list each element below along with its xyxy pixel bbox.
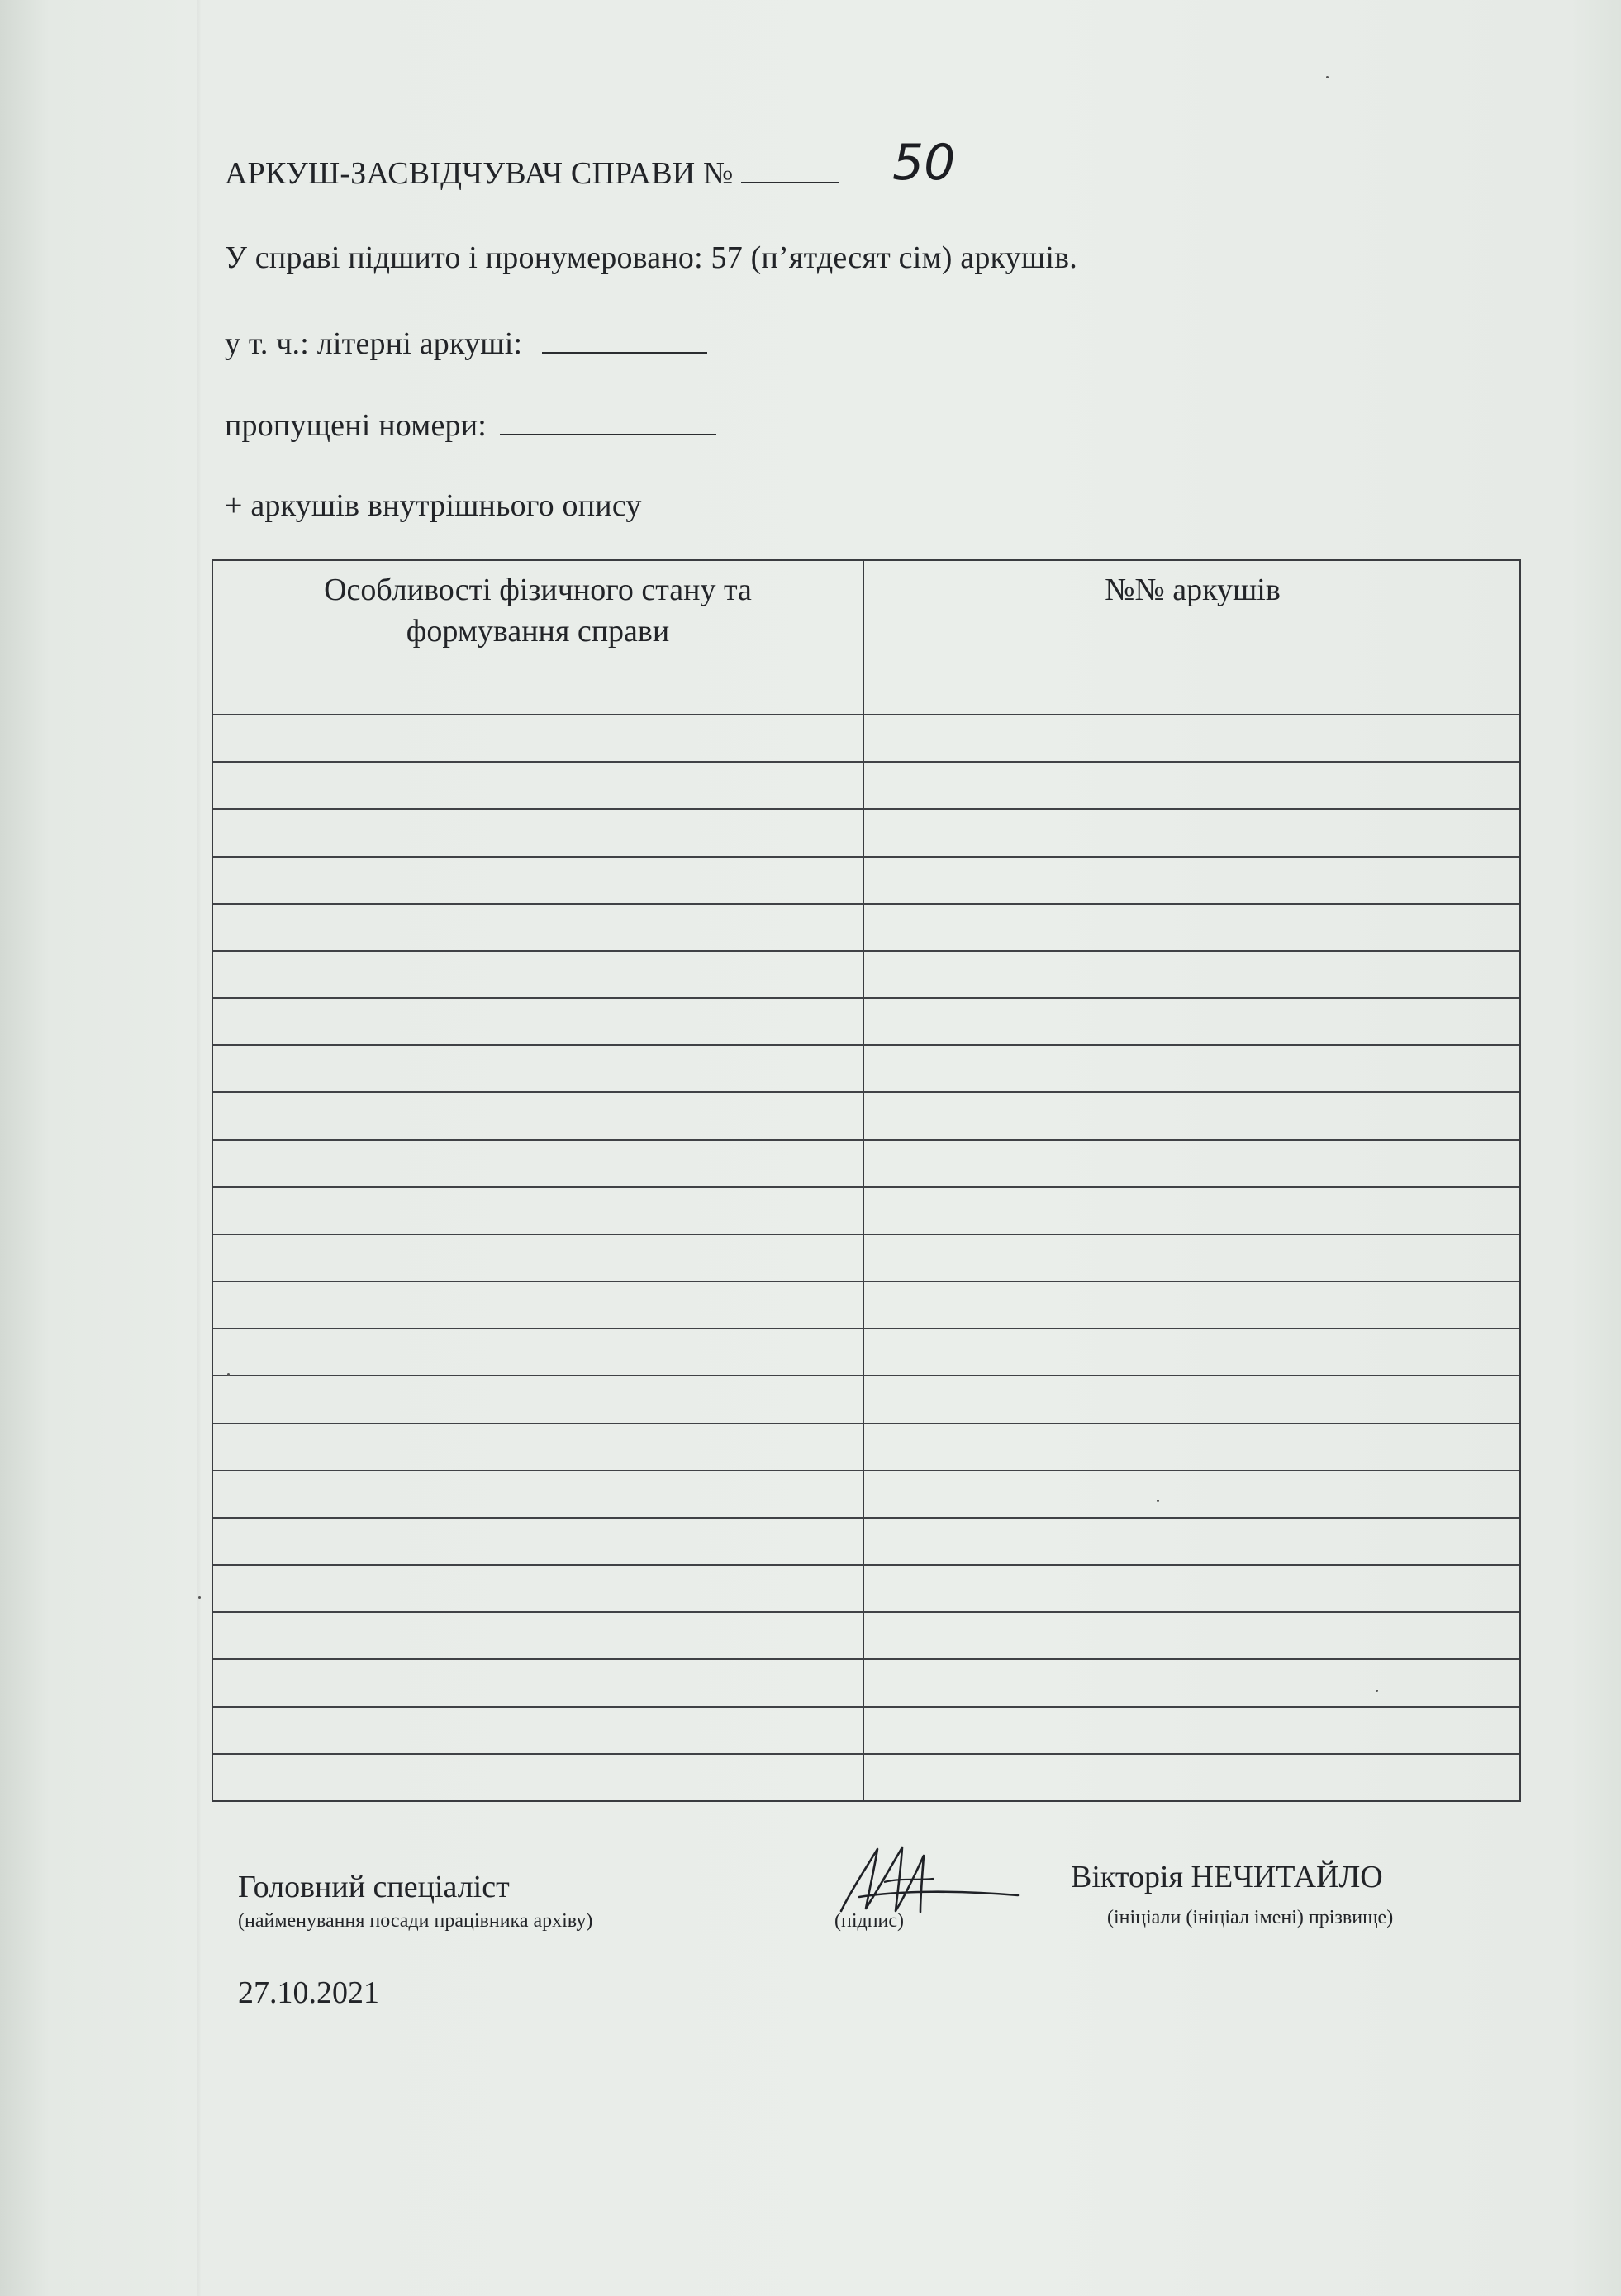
- case-number-blank: [741, 157, 839, 183]
- table-header-sheets: №№ аркушів: [1105, 573, 1281, 607]
- missing-numbers-blank: [500, 409, 716, 435]
- table-row-line: [213, 1044, 1519, 1046]
- table-row-line: [213, 1328, 1519, 1329]
- table-row-line: [213, 1423, 1519, 1424]
- table-row-line: [213, 1517, 1519, 1519]
- table-row-line: [213, 1139, 1519, 1141]
- table-row-line: [213, 997, 1519, 999]
- position-caption: (найменування посади працівника архіву): [238, 1910, 593, 1932]
- speck: [1376, 1690, 1378, 1692]
- condition-table: [212, 559, 1521, 1802]
- table-row-line: [213, 856, 1519, 858]
- letter-sheets-line: [225, 326, 707, 362]
- missing-numbers-line: [225, 407, 716, 444]
- speck: [198, 1596, 201, 1599]
- table-row-line: [213, 1753, 1519, 1755]
- letter-sheets-label: у т. ч.: літерні аркуші:: [225, 326, 523, 361]
- table-row-line: [213, 950, 1519, 952]
- case-number-handwritten: 50: [892, 134, 956, 192]
- missing-numbers-label: пропущені номери:: [225, 408, 487, 443]
- table-row-line: [213, 1091, 1519, 1093]
- page-title: АРКУШ-ЗАСВІДЧУВАЧ СПРАВИ №: [225, 156, 734, 191]
- table-row-line: [213, 1706, 1519, 1708]
- signature-caption: (підпис): [834, 1910, 905, 1932]
- table-row-line: [213, 1234, 1519, 1235]
- table-row-line: [213, 903, 1519, 905]
- speck: [1157, 1500, 1159, 1502]
- speck: [227, 1373, 230, 1376]
- internal-inventory-line: + аркушів внутрішнього опису: [225, 488, 642, 523]
- page-fold: [197, 0, 202, 2296]
- stitched-sheets-line: У справі підшито і пронумеровано: 57 (п’ятдесят сім) аркушів.: [225, 240, 1077, 275]
- table-row-line: [213, 1611, 1519, 1613]
- table-column-divider: [863, 561, 864, 1800]
- table-header-condition-line2: формування справи: [406, 614, 670, 649]
- table-header-condition-line1: Особливості фізичного стану та: [324, 573, 752, 607]
- table-row-line: [213, 808, 1519, 810]
- table-row-line: [213, 1564, 1519, 1566]
- letter-sheets-blank: [542, 327, 707, 354]
- document-date: 27.10.2021: [238, 1975, 379, 2010]
- table-row-line: [213, 1186, 1519, 1188]
- table-row-line: [213, 761, 1519, 763]
- title-line: [225, 155, 839, 192]
- speck: [1326, 76, 1329, 78]
- table-header-condition: [213, 569, 863, 652]
- signer-name-caption: (ініціали (ініціал імені) прізвище): [1107, 1907, 1394, 1928]
- signer-name: Вікторія НЕЧИТАЙЛО: [1071, 1860, 1383, 1894]
- table-row-line: [213, 1375, 1519, 1376]
- table-row-line: [213, 1658, 1519, 1660]
- table-row-line: [213, 1281, 1519, 1282]
- position-title: Головний спеціаліст: [238, 1870, 510, 1904]
- table-row-line: [213, 714, 1519, 715]
- table-row-line: [213, 1470, 1519, 1471]
